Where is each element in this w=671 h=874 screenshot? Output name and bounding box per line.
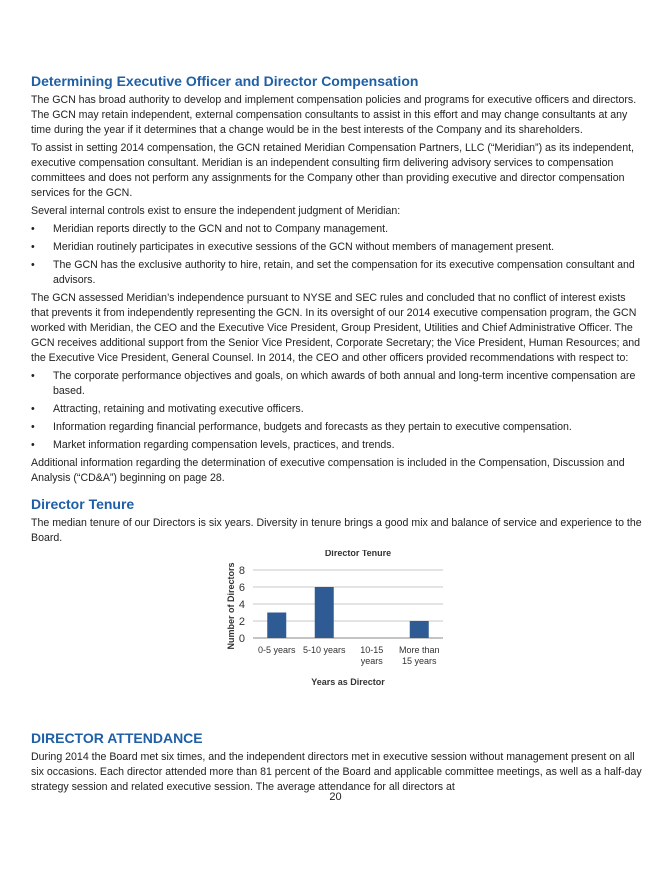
paragraph: Additional information regarding the determination of executive compensation is included in the Compensation, Discussion and Analysis (“CD&A”) beginning on page 28. xyxy=(31,457,625,484)
section-heading-attendance: DIRECTOR ATTENDANCE xyxy=(31,730,203,746)
x-tick-label-line: 5-10 years xyxy=(302,645,346,655)
x-tick-label xyxy=(303,645,346,655)
bar-0-5-years xyxy=(267,613,286,639)
list-item-text: The GCN has the exclusive authority to hire, retain, and set the compensation for its executive compensation consultant and advisors. xyxy=(53,259,635,286)
section-heading-tenure: Director Tenure xyxy=(31,496,135,512)
bullet-glyph: • xyxy=(31,421,35,433)
list-item-text: The corporate performance objectives and goals, on which awards of both annual and long-term incentive compensation are based. xyxy=(53,370,636,397)
bar-more-than-15-years xyxy=(410,621,429,638)
y-tick-label: 8 xyxy=(238,565,245,577)
x-tick-label-line: More than xyxy=(398,645,440,655)
y-tick-label: 6 xyxy=(238,582,245,594)
bullet-glyph: • xyxy=(31,241,35,253)
y-tick-label: 0 xyxy=(238,633,245,645)
list-item-text: Meridian reports directly to the GCN and not to Company management. xyxy=(53,223,389,235)
list-item-text: Attracting, retaining and motivating executive officers. xyxy=(53,403,304,415)
paragraph: The GCN assessed Meridian’s independence pursuant to NYSE and SEC rules and concluded that no conflict of interest exists that prevents it from independently representing the GCN. In its oversight of our 2014 executive compensation program, the GCN worked with Meridian, the CEO and the Executive Vice President, Group President, Utilities and Chief Administrative Officer. The GCN receives additional support from the Senior Vice President, Corporate Secretary; the Vice President, Human Resources; and the Executive Vice President, General Counsel. In 2014, the CEO and other officers provided recommendations with respect to: xyxy=(31,292,641,364)
bullet-list-controls xyxy=(31,222,643,288)
x-tick-label-line: 10-15 xyxy=(360,645,384,655)
y-axis-label: Number of Directors xyxy=(226,562,236,650)
x-tick-label-line: 15 years xyxy=(401,656,437,666)
list-item xyxy=(31,258,643,288)
list-item-text: Market information regarding compensation levels, practices, and trends. xyxy=(53,439,395,451)
bullet-glyph: • xyxy=(31,370,35,382)
x-tick-label-line: years xyxy=(360,656,383,666)
list-item-text: Meridian routinely participates in executive sessions of the GCN without members of management present. xyxy=(53,241,555,253)
chart-title: Director Tenure xyxy=(324,550,392,558)
bar-5-10-years xyxy=(315,587,334,638)
bullet-glyph: • xyxy=(31,439,35,451)
bullet-glyph: • xyxy=(31,223,35,235)
list-item xyxy=(31,420,643,435)
y-tick-label: 4 xyxy=(238,599,245,611)
paragraph: To assist in setting 2014 compensation, the GCN retained Meridian Compensation Partners, LLC (“Meridian”) as its independent, executive compensation consultant. Meridian is an independent consulting firm delivering advisory services to compensation committees and does not perform any assignments for the Company other than providing executive and director compensation services for the GCN. xyxy=(31,142,634,199)
list-item xyxy=(31,240,643,255)
list-item xyxy=(31,402,643,417)
list-item xyxy=(31,438,643,453)
x-tick-label xyxy=(258,645,296,655)
bullet-glyph: • xyxy=(31,259,35,271)
list-item xyxy=(31,369,643,399)
y-tick-label: 2 xyxy=(238,616,245,628)
page-number: 20 xyxy=(329,791,342,803)
x-tick-label-line: 0-5 years xyxy=(257,645,296,655)
x-axis-label: Years as Director xyxy=(311,677,385,687)
paragraph: The median tenure of our Directors is six years. Diversity in tenure brings a good mix and balance of service and experience to the Board. xyxy=(31,517,642,544)
paragraph: During 2014 the Board met six times, and the independent directors met in executive session without management present on all six occasions. Each director attended more than 81 percent of the Board and applicable committee meetings, as well as a half-day strategy session and related executive session. The average attendance for all directors at xyxy=(31,751,642,793)
director-tenure-chart xyxy=(31,550,643,720)
bullet-glyph: • xyxy=(31,403,35,415)
paragraph: The GCN has broad authority to develop and implement compensation policies and programs for executive officers and directors. The GCN may retain independent, external compensation consultants to assist in this effort and may change consultants at any time during the year if it determines that a change would be in the best interests of the Company and its shareholders. xyxy=(31,94,637,136)
section-heading-compensation: Determining Executive Officer and Director Compensation xyxy=(31,73,419,89)
document-body xyxy=(31,72,643,798)
chart-svg xyxy=(31,550,643,720)
bullet-list-recommendations xyxy=(31,369,643,453)
x-tick-label xyxy=(360,645,383,666)
paragraph: Several internal controls exist to ensure the independent judgment of Meridian: xyxy=(31,205,401,217)
list-item-text: Information regarding financial performance, budgets and forecasts as they pertain to executive compensation. xyxy=(53,421,572,433)
list-item xyxy=(31,222,643,237)
x-tick-label xyxy=(399,645,440,666)
